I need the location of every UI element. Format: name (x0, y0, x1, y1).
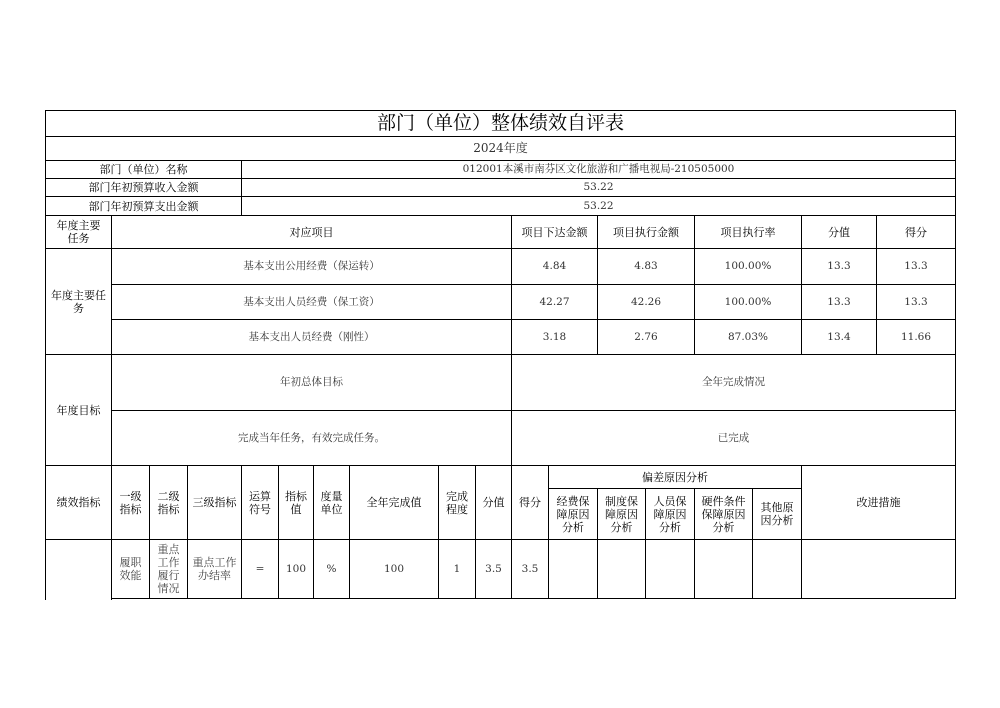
score-header-ind: 得分 (519, 496, 541, 509)
task-score: 13.3 (904, 260, 928, 272)
improve-header: 改进措施 (856, 496, 901, 509)
task-executed: 42.26 (630, 295, 662, 308)
unit-header: 度量 单位 (320, 489, 343, 516)
goals-label: 年度目标 (56, 403, 101, 417)
score-value-header: 分值 (828, 225, 850, 239)
initial-goal-header: 年初总体目标 (280, 376, 343, 388)
level1-header: 一级 指标 (119, 489, 142, 516)
project-header: 对应项目 (289, 225, 334, 239)
indicator-operator: = (255, 562, 265, 575)
indicator-level3: 重点工作 办结率 (192, 556, 237, 582)
indicator-score: 3.5 (521, 562, 539, 575)
rate-header: 项目执行率 (720, 225, 776, 239)
task-project: 基本支出人员经费（刚性） (248, 330, 375, 343)
completion-status-value: 已完成 (717, 431, 750, 444)
dept-name-value: 012001本溪市南芬区文化旅游和广播电视局-210505000 (462, 163, 735, 175)
dev-hardware-header: 硬件条件 保障原因 分析 (701, 494, 746, 534)
task-value: 13.3 (827, 295, 851, 308)
task-rate: 100.00% (724, 260, 772, 272)
level3-header: 三级指标 (192, 496, 237, 509)
income-label: 部门年初预算收入金额 (88, 181, 199, 194)
task-executed: 4.83 (634, 260, 658, 272)
operator-header: 运算 符号 (249, 489, 271, 516)
task-issued: 4.84 (542, 260, 567, 272)
expense-value: 53.22 (583, 199, 614, 212)
task-value: 13.3 (827, 260, 851, 272)
income-value: 53.22 (583, 181, 614, 193)
indicator-degree: 1 (453, 562, 461, 575)
indicator-target: 100 (285, 562, 307, 575)
executed-header: 项目执行金额 (613, 225, 679, 239)
task-rate: 100.00% (724, 295, 772, 308)
dev-funds-header: 经费保 障原因 分析 (556, 494, 590, 534)
indicator-level2: 重点 工作 履行 情况 (157, 543, 180, 595)
score-header: 得分 (905, 225, 927, 239)
indicators-label: 绩效指标 (56, 496, 101, 509)
task-project: 基本支出人员经费（保工资） (243, 295, 380, 308)
dev-other-header: 其他原 因分析 (760, 501, 794, 527)
dev-staff-header: 人员保 障原因 分析 (653, 494, 687, 534)
issued-header: 项目下达金额 (521, 225, 588, 239)
grid-line (955, 110, 956, 599)
task-score: 13.3 (904, 295, 928, 308)
task-score: 11.66 (900, 330, 932, 343)
task-issued: 42.27 (539, 295, 570, 308)
initial-goal-value: 完成当年任务，有效完成任务。 (238, 431, 385, 444)
actual-header: 全年完成值 (366, 496, 422, 509)
page-title: 部门（单位）整体绩效自评表 (376, 112, 624, 134)
indicator-level1: 履职 效能 (119, 556, 142, 582)
grid-line (111, 598, 956, 599)
task-value: 13.4 (827, 330, 851, 343)
indicator-actual: 100 (383, 562, 405, 575)
task-rate: 87.03% (727, 330, 769, 343)
task-executed: 2.76 (634, 330, 658, 343)
indicator-unit: % (326, 562, 337, 575)
year-label: 2024年度 (473, 141, 528, 155)
degree-header: 完成 程度 (446, 489, 468, 516)
indicator-value: 3.5 (485, 562, 502, 575)
expense-label: 部门年初预算支出金额 (88, 199, 199, 213)
task-issued: 3.18 (542, 330, 567, 343)
deviation-header: 偏差原因分析 (642, 470, 708, 484)
dev-system-header: 制度保 障原因 分析 (605, 494, 638, 534)
dept-name-label: 部门（单位）名称 (99, 163, 188, 176)
completion-status-header: 全年完成情况 (702, 376, 765, 388)
tasks-row-label: 年度主要任 务 (51, 288, 106, 315)
value-header: 分值 (482, 496, 505, 509)
target-header: 指标 值 (285, 489, 307, 516)
tasks-header-label: 年度主要 任务 (56, 219, 101, 245)
level2-header: 二级 指标 (157, 489, 180, 516)
task-project: 基本支出公用经费（保运转） (243, 260, 380, 272)
